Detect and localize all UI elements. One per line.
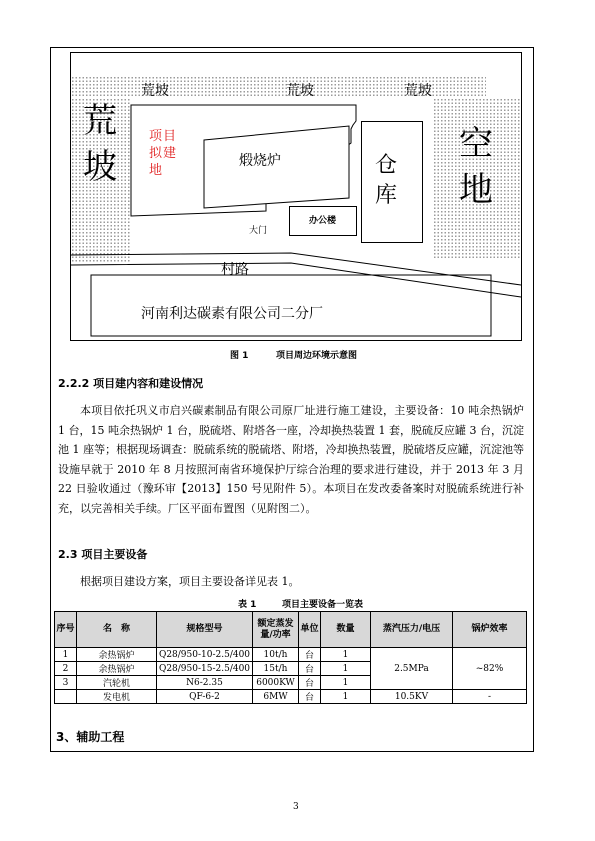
section-paragraph-222: 本项目依托巩义市启兴碳素制品有限公司原厂址进行施工建设，主要设备：10 吨余热锅炉 1 台，15 吨余热锅炉 1 台，脱硫塔、附塔各一座，冷却换热装置 1 套，脱硫反应罐 3 台，沉淀池 1 座等；根据现场调查：脱硫系统的脱硫塔、附塔，冷却换热装置，脱硫塔反应罐，沉淀池等设施早就于 2010 年 8 月按照河南省环境保护厅综合治理的要求进行建设，并于 2013 年 3 月 22 日验收通过（豫环审【2013】150 号见附件 5）。本项目在发改委备案时对脱硫系统进行补充，以完善相关手续。厂区平面布置图（见附图二）。 [58, 404, 524, 515]
table-cell: 余热锅炉 [77, 648, 157, 662]
table-cell: 6000KW [253, 676, 299, 690]
table-header-unit: 单位 [299, 612, 321, 648]
table-title: 项目主要设备一览表 [282, 600, 364, 610]
vacant-lot-label: 空地 [459, 124, 493, 210]
table-cell: 台 [299, 676, 321, 690]
table-cell: 汽轮机 [77, 676, 157, 690]
table-cell: 余热锅炉 [77, 662, 157, 676]
table-cell: 10t/h [253, 648, 299, 662]
office-label: 办公楼 [309, 216, 337, 226]
project-site-label: 项目拟建地 [149, 129, 178, 178]
table-header-efficiency: 锅炉效率 [453, 612, 527, 648]
table-cell: 15t/h [253, 662, 299, 676]
section-heading-23: 2.3 项目主要设备 [58, 548, 148, 561]
table-cell: 1 [321, 690, 371, 704]
table-cell: 发电机 [77, 690, 157, 704]
road-label: 村路 [221, 262, 249, 278]
table-header-name: 名 称 [77, 612, 157, 648]
figure-title: 项目周边环境示意图 [276, 351, 358, 361]
table-header-model: 规格型号 [157, 612, 253, 648]
table-cell-pressure: 2.5MPa [371, 648, 453, 690]
equipment-table [54, 611, 527, 704]
table-number: 表 1 [238, 600, 257, 610]
wasteland-left-label: 荒坡 [83, 101, 117, 187]
table-cell: 1 [55, 648, 77, 662]
table-row [55, 648, 527, 662]
table-cell: 1 [321, 648, 371, 662]
figure-number: 图 1 [230, 351, 249, 361]
wasteland-top-label-2: 荒坡 [286, 83, 314, 99]
table-row [55, 690, 527, 704]
section-paragraph-23: 根据项目建设方案，项目主要设备详见表 1。 [80, 575, 300, 588]
site-map [70, 52, 522, 341]
table-header-pressure: 蒸汽压力/电压 [371, 612, 453, 648]
table-cell: 3 [55, 676, 77, 690]
table-cell: 台 [299, 662, 321, 676]
table-cell-efficiency: ~82% [453, 648, 527, 690]
table-cell: N6-2.35 [157, 676, 253, 690]
company-label: 河南利达碳素有限公司二分厂 [141, 306, 323, 322]
table-cell: 6MW [253, 690, 299, 704]
table-cell [55, 690, 77, 704]
section-heading-3: 3、辅助工程 [56, 730, 125, 744]
warehouse-label: 仓库 [375, 153, 398, 208]
wasteland-top-label-1: 荒坡 [141, 83, 169, 99]
kiln-label: 煅烧炉 [239, 153, 281, 169]
wasteland-top-label-3: 荒坡 [404, 83, 432, 99]
table-cell: Q28/950-15-2.5/400 [157, 662, 253, 676]
table-cell: 台 [299, 648, 321, 662]
page-number: 3 [293, 802, 299, 812]
table-cell: 1 [321, 662, 371, 676]
table-cell-efficiency: - [453, 690, 527, 704]
table-cell-voltage: 10.5KV [371, 690, 453, 704]
table-header-capacity: 额定蒸发量/功率 [253, 612, 299, 648]
table-header-quantity: 数量 [321, 612, 371, 648]
project-site-outline [71, 53, 521, 340]
table-cell: 2 [55, 662, 77, 676]
section-heading-222: 2.2.2 项目建内容和建设情况 [58, 377, 204, 390]
table-cell: QF-6-2 [157, 690, 253, 704]
table-header-index: 序号 [55, 612, 77, 648]
table-cell: 1 [321, 676, 371, 690]
table-cell: Q28/950-10-2.5/400 [157, 648, 253, 662]
gate-label: 大门 [249, 226, 268, 236]
table-cell: 台 [299, 690, 321, 704]
